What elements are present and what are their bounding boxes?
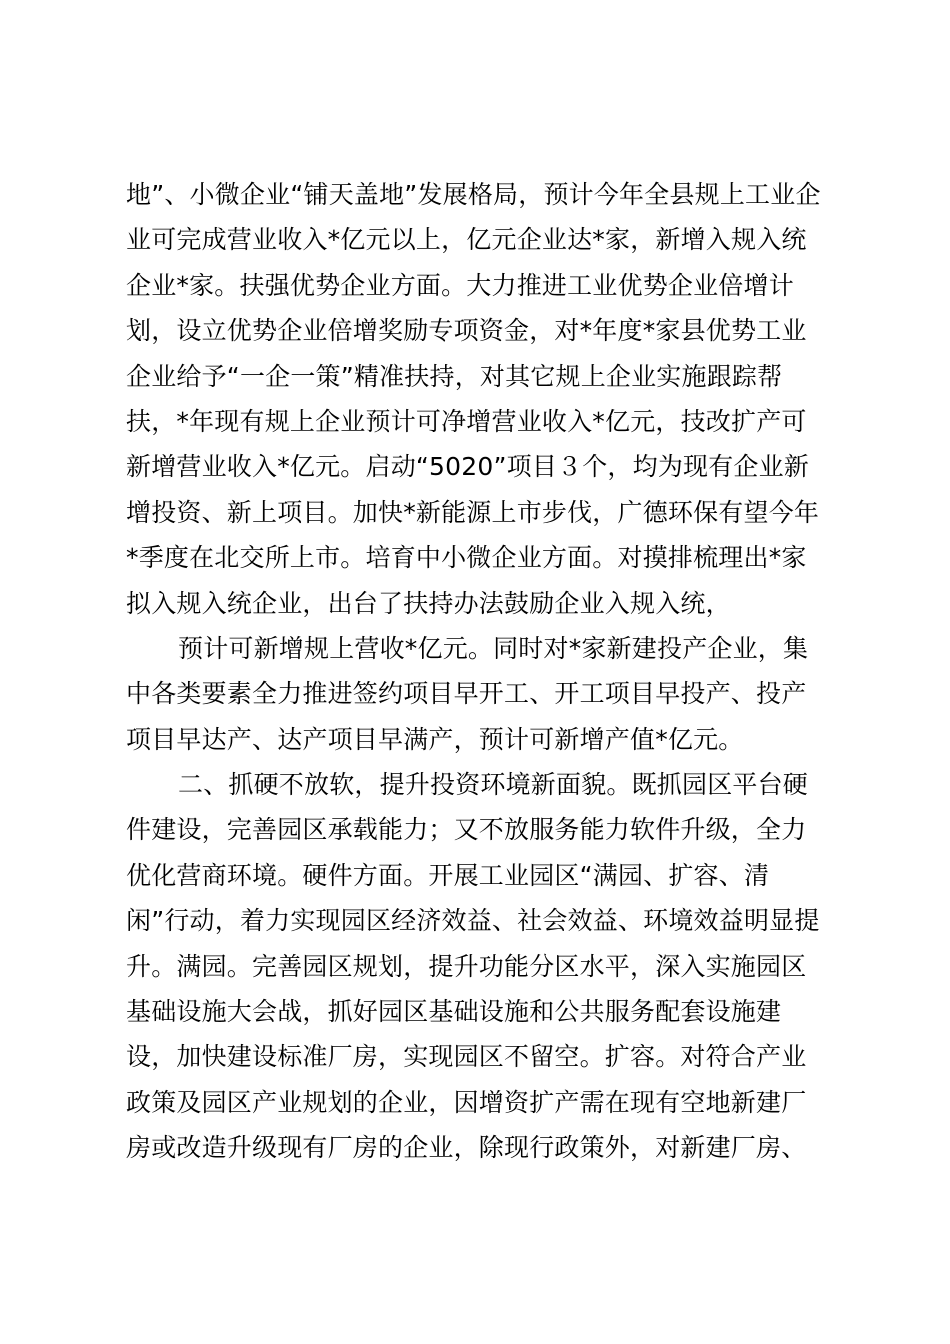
text-line: 中各类要素全力推进签约项目早开工、开工项目早投产、投产 — [126, 679, 807, 709]
text-line: 业可完成营业收入*亿元以上，亿元企业达*家，新增入规入统 — [126, 225, 807, 255]
text-line: 件建设，完善园区承载能力；又不放服务能力软件升级，全力 — [126, 815, 807, 845]
text-line: 闲”行动，着力实现园区经济效益、社会效益、环境效益明显提 — [126, 906, 820, 936]
section-heading-line: 二、抓硬不放软，提升投资环境新面貌。既抓园区平台硬 — [178, 770, 809, 800]
text-line: 新增营业收入*亿元。启动“5020”项目３个，均为现有企业新 — [126, 452, 810, 482]
text-line: 政策及园区产业规划的企业，因增资扩产需在现有空地新建厂 — [126, 1087, 807, 1117]
text-line: 基础设施大会战，抓好园区基础设施和公共服务配套设施建 — [126, 997, 782, 1027]
text-line: 企业给予“一企一策”精准扶持，对其它规上企业实施跟踪帮 — [126, 361, 783, 391]
text-line: 优化营商环境。硬件方面。开展工业园区“满园、扩容、清 — [126, 860, 770, 890]
text-line: 地”、小微企业“铺天盖地”发展格局，预计今年全县规上工业企 — [126, 180, 821, 209]
body-text — [126, 172, 846, 1171]
text-line: 企业*家。扶强优势企业方面。大力推进工业优势企业倍增计 — [126, 270, 794, 300]
text-line: *季度在北交所上市。培育中小微企业方面。对摸排梳理出*家 — [126, 543, 807, 573]
text-line: 增投资、新上项目。加快*新能源上市步伐，广德环保有望今年 — [126, 497, 820, 527]
text-line: 房或改造升级现有厂房的企业，除现行政策外，对新建厂房、 — [126, 1133, 807, 1163]
text-line: 拟入规入统企业，出台了扶持办法鼓励企业入规入统， — [126, 588, 731, 618]
paragraph-start-line: 预计可新增规上营收*亿元。同时对*家新建投产企业，集 — [178, 633, 809, 663]
text-line: 升。满园。完善园区规划，提升功能分区水平，深入实施园区 — [126, 951, 807, 981]
text-line: 设，加快建设标准厂房，实现园区不留空。扩容。对符合产业 — [126, 1042, 807, 1072]
text-line: 扶，*年现有规上企业预计可净增营业收入*亿元，技改扩产可 — [126, 406, 807, 436]
text-line: 项目早达产、达产项目早满产，预计可新增产值*亿元。 — [126, 724, 744, 754]
text-line: 划，设立优势企业倍增奖励专项资金，对*年度*家县优势工业 — [126, 316, 807, 346]
